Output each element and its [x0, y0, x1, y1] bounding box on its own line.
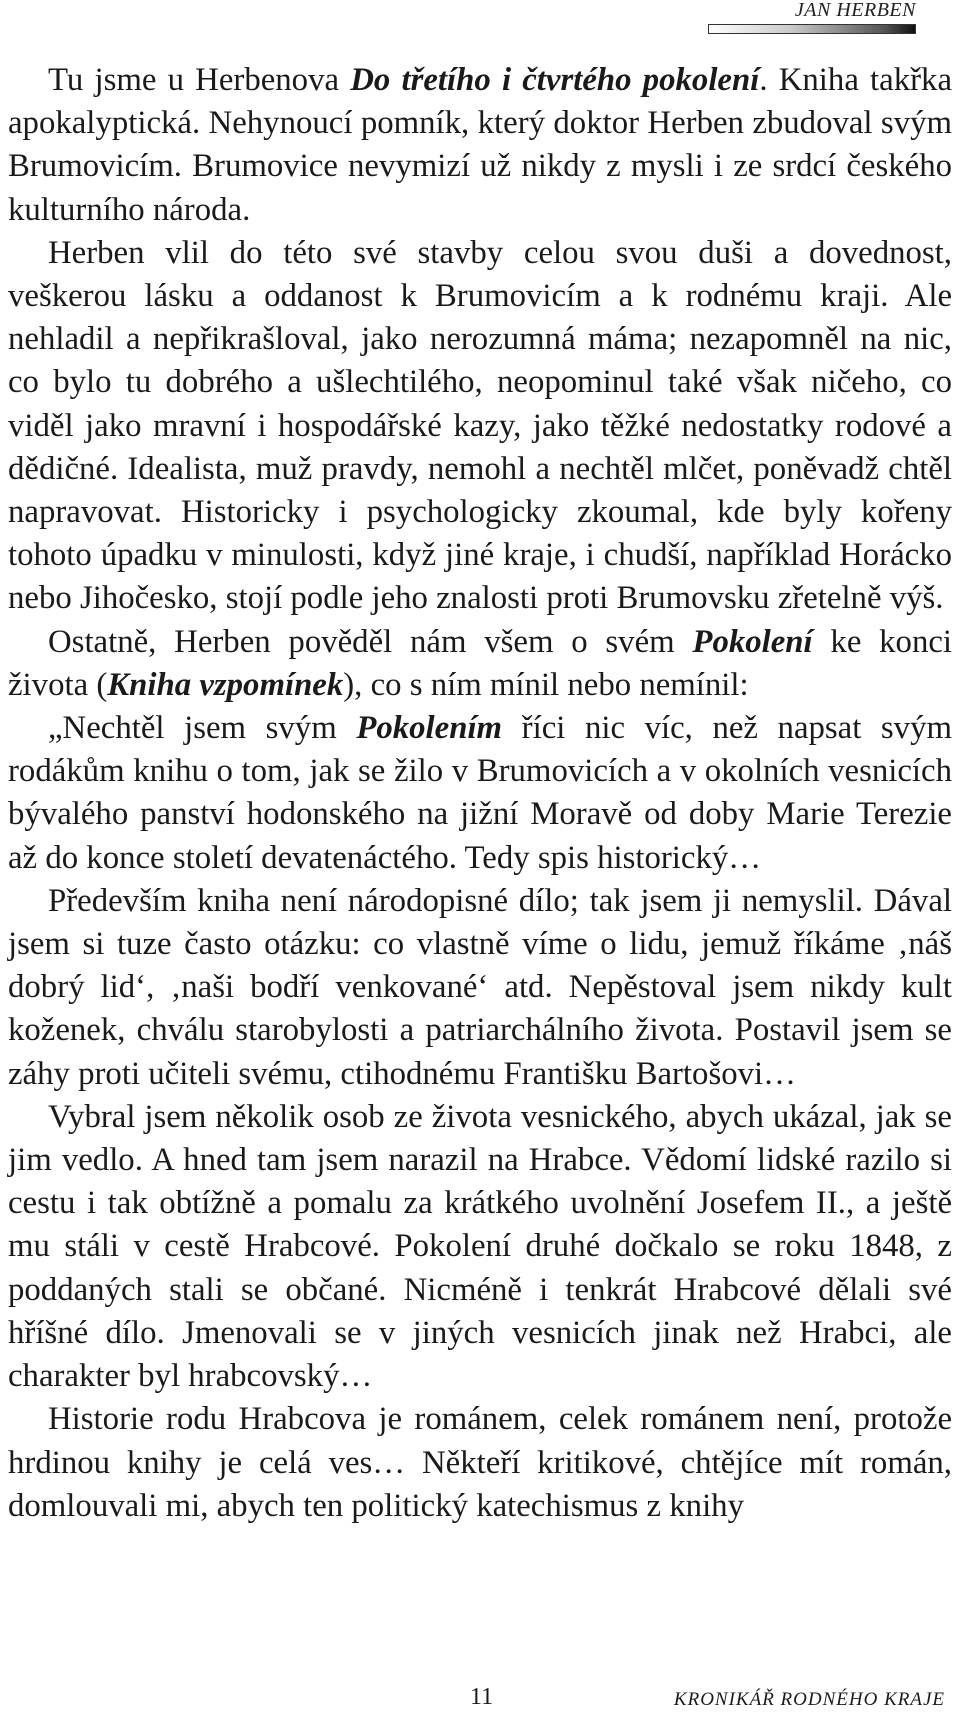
text-run: Ostatně, Herben pověděl nám všem o svém — [48, 623, 693, 660]
emphasized-title: Do třetího i čtvrtého pokolení — [350, 62, 760, 98]
text-run: říci nic víc, než napsat svým rodákům knihu o tom, jak se žilo v Brumovicích a v okolních vesnicích bývalého panství hodonského na jižní Moravě od doby Marie Terezie až do konce století devatenáctého. Tedy spis historický… — [8, 710, 952, 876]
text-run: Herben vlil do této své stavby celou svou duši a dovednost, veškerou lásku a oddanost k Brumovicím a k rodnému kraji. Ale nehladil a nepřikrašloval, jako nerozumná máma; nezapomněl na nic, co bylo tu dobrého a ušlechtilého, neopominul také však ničeho, co viděl jako mravní i hospodářské kazy, jako těžké nedostatky rodové a dědičné. Idealista, muž pravdy, nemohl a nechtěl mlčet, poněvadž chtěl napravovat. Historicky i psychologicky zkoumal, kde byly kořeny tohoto úpadku v minulosti, když jiné kraje, i chudší, například Horácko nebo Jihočesko, stojí podle jeho znalosti proti Brumovsku zřetelně výš. — [8, 234, 952, 617]
running-head-rule — [708, 24, 916, 34]
paragraph — [8, 880, 952, 1096]
page-number: 11 — [470, 1684, 494, 1710]
text-run: Především kniha není národopisné dílo; tak jsem ji nemyslil. Dával jsem si tuze často otázku: co vlastně víme o lidu, jemuž říkáme ‚náš dobrý lid‘, ‚naši bodří venkované‘ atd. Nepěstoval jsem nikdy kult koženek, chválu starobylosti a patriarchálního života. Postavil jsem se záhy proti učiteli svému, ctihodnému Františku Bartošovi… — [8, 882, 952, 1092]
paragraph — [8, 621, 952, 707]
running-head — [708, 0, 916, 34]
emphasized-title: Pokolení — [692, 623, 813, 660]
text-run: Vybral jsem několik osob ze života vesnického, abych ukázal, jak se jim vedlo. A hned tam jsem narazil na Hrabce. Vědomí lidské razilo si cestu i tak obtížně a pomalu za krátkého uvolnění Josefem II., a ještě mu stáli v cestě Hrabcové. Pokolení druhé dočkalo se roku 1848, z poddaných stali se občané. Nicméně i tenkrát Hrabcové dělali své hříšné dílo. Jmenovali se v jiných vesnicích jinak než Hrabci, ale charakter byl hrabcovský… — [8, 1098, 952, 1395]
paragraph — [8, 59, 952, 232]
paragraph — [8, 707, 952, 880]
body-text — [8, 59, 952, 1528]
emphasized-title: Pokolením — [356, 710, 503, 747]
text-run: ), co s ním mínil nebo nemínil: — [343, 666, 749, 703]
text-run: „Nechtěl jsem svým — [48, 710, 357, 747]
text-run: Historie rodu Hrabcova je románem, celek románem není, protože hrdinou knihy je celá ves… Někteří kritikové, chtějíce mít román, domlouvali mi, abych ten politický katechismus z knihy — [8, 1401, 952, 1524]
emphasized-title: Kniha vzpomínek — [107, 666, 344, 703]
text-run: Tu jsme u Herbenova — [48, 62, 351, 98]
running-foot-title: KRONIKÁŘ RODNÉHO KRAJE — [673, 1689, 945, 1710]
text-run: ke konci života ( — [8, 623, 953, 703]
text-run: . Kniha takřka apokalyptická. Nehynoucí pomník, který doktor Herben zbudoval svým Brumovicím. Brumovice nevymizí už nikdy z mysli i ze srdcí českého kulturního národa. — [8, 62, 952, 228]
paragraph — [8, 1096, 952, 1398]
running-head-author: JAN HERBEN — [794, 0, 916, 21]
paragraph — [8, 232, 952, 621]
paragraph — [8, 1398, 952, 1528]
